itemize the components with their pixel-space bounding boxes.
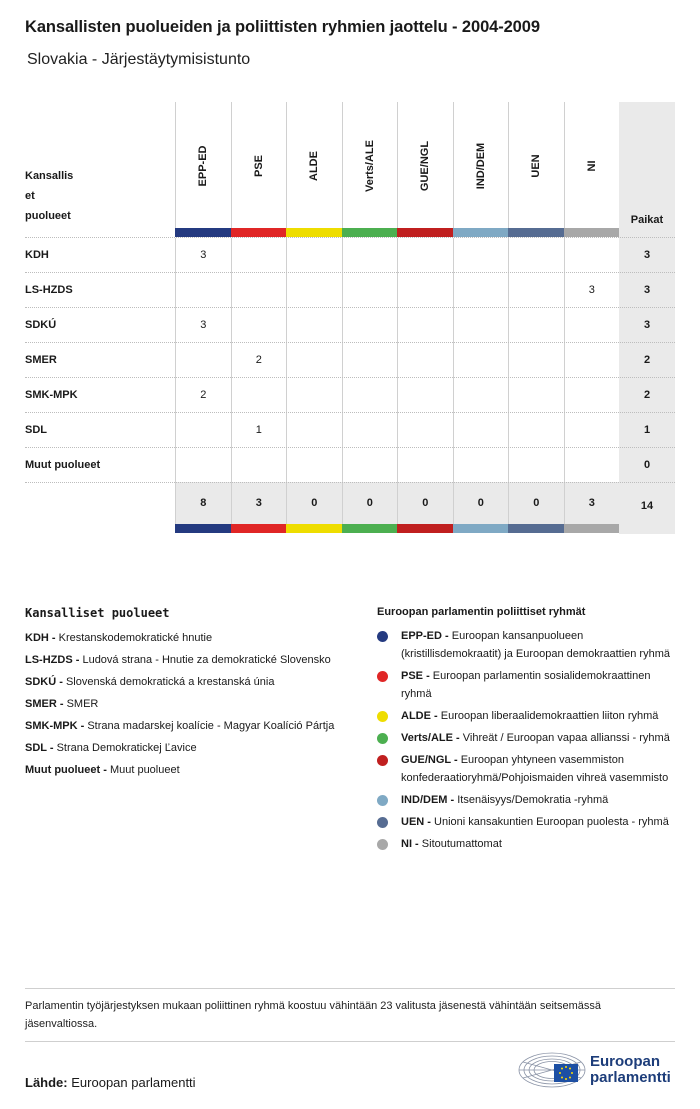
legend-item — [25, 761, 335, 779]
legend-abbr: SMER - — [25, 698, 64, 710]
group-total-cell: 0 — [342, 482, 398, 524]
seat-count-cell — [231, 273, 287, 308]
legend-abbr: Verts/ALE - — [401, 732, 460, 744]
group-column-header — [175, 102, 231, 228]
party-name: Muut puolueet — [25, 459, 101, 471]
legend-name: Ludová strana - Hnutie za demokratické Slovensko — [82, 654, 331, 666]
party-total-seats: 2 — [643, 389, 651, 401]
party-total-seats: 2 — [643, 354, 651, 366]
group-color-bar — [175, 524, 231, 533]
legend-name: Slovenská demokratická a krestanská únia — [65, 676, 275, 688]
seat-count-cell — [564, 413, 620, 448]
seat-count-cell — [564, 378, 620, 413]
legend-item — [377, 707, 675, 725]
logo-text: Euroopan parlamentti — [590, 1053, 671, 1086]
table-row — [25, 342, 675, 377]
seat-count-cell — [231, 308, 287, 343]
seat-count-cell — [175, 413, 231, 448]
group-color-bar — [564, 228, 620, 237]
seat-count-cell — [286, 273, 342, 308]
legend-item — [25, 717, 335, 735]
seats-column-header: Paikat — [630, 214, 664, 226]
group-label: PSE — [252, 154, 265, 178]
group-color-bar — [508, 228, 564, 237]
legend-item — [25, 629, 335, 647]
group-label: NI — [585, 160, 598, 172]
party-name: SMER — [25, 354, 57, 366]
seat-count-cell — [508, 238, 564, 273]
group-label: IND/DEM — [474, 142, 487, 190]
color-dot-icon — [377, 631, 388, 642]
seat-count-cell — [564, 343, 620, 378]
group-total-cell: 8 — [175, 482, 231, 524]
national-parties-legend — [25, 606, 335, 783]
group-column-header — [508, 102, 564, 228]
page-subtitle: Slovakia - Järjestäytymisistunto — [27, 51, 251, 68]
legend-abbr: SDL - — [25, 742, 54, 754]
group-total-cell: 0 — [453, 482, 509, 524]
seat-count-cell — [397, 238, 453, 273]
legend-item — [377, 791, 675, 809]
seat-count-cell — [397, 343, 453, 378]
seat-count-cell — [508, 448, 564, 483]
party-total-seats: 3 — [643, 319, 651, 331]
seat-count-cell — [231, 238, 287, 273]
legend-abbr: SDKÚ - — [25, 676, 63, 688]
seat-count-cell — [508, 413, 564, 448]
seat-count-cell — [397, 378, 453, 413]
group-column-header — [397, 102, 453, 228]
legend-abbr: IND/DEM - — [401, 794, 455, 806]
legend-abbr: Muut puolueet - — [25, 764, 107, 776]
group-label: UEN — [530, 154, 543, 178]
seat-count-cell: 2 — [231, 343, 287, 378]
table-row — [25, 447, 675, 482]
legend-abbr: UEN - — [401, 816, 431, 828]
national-legend-title: Kansalliset puolueet — [25, 606, 170, 620]
table-row — [25, 272, 675, 307]
legend-abbr: GUE/NGL - — [401, 754, 458, 766]
group-column-header — [564, 102, 620, 228]
table-row — [25, 307, 675, 342]
party-total-seats: 0 — [643, 459, 651, 471]
seat-count-cell — [453, 238, 509, 273]
legend-item — [377, 813, 675, 831]
legend-abbr: NI - — [401, 838, 419, 850]
seat-count-cell — [286, 378, 342, 413]
party-total-seats: 3 — [643, 284, 651, 296]
groups-legend-title: Euroopan parlamentin poliittiset ryhmät — [377, 606, 586, 618]
group-color-bar — [508, 524, 564, 533]
seat-count-cell — [286, 238, 342, 273]
party-name: SDKÚ — [25, 319, 57, 331]
seat-count-cell — [342, 378, 398, 413]
seat-count-cell — [508, 343, 564, 378]
group-color-bar — [175, 228, 231, 237]
seat-count-cell — [175, 343, 231, 378]
political-groups-legend — [377, 606, 675, 857]
seat-count-cell — [231, 448, 287, 483]
seat-count-cell — [342, 238, 398, 273]
seat-distribution-table — [25, 102, 675, 534]
color-dot-icon — [377, 755, 388, 766]
group-color-bar — [286, 524, 342, 533]
group-total-cell: 0 — [397, 482, 453, 524]
seat-count-cell: 1 — [231, 413, 287, 448]
party-name: SMK-MPK — [25, 389, 78, 401]
group-color-bar — [397, 524, 453, 533]
divider — [25, 1041, 675, 1042]
group-color-bar — [453, 524, 509, 533]
party-name: KDH — [25, 249, 49, 261]
seat-count-cell — [397, 273, 453, 308]
european-parliament-logo — [517, 1048, 677, 1092]
group-label: GUE/NGL — [419, 140, 432, 192]
group-column-header — [342, 102, 398, 228]
seat-count-cell — [342, 273, 398, 308]
seat-count-cell — [286, 413, 342, 448]
seat-count-cell — [286, 308, 342, 343]
color-dot-icon — [377, 839, 388, 850]
group-color-bar — [231, 228, 287, 237]
seat-count-cell: 3 — [175, 238, 231, 273]
seat-count-cell — [175, 448, 231, 483]
group-color-bar — [342, 524, 398, 533]
grand-total: 14 — [640, 500, 654, 512]
seat-count-cell — [508, 378, 564, 413]
group-color-bar — [397, 228, 453, 237]
seat-count-cell — [342, 308, 398, 343]
color-dot-icon — [377, 817, 388, 828]
party-total-seats: 1 — [643, 424, 651, 436]
color-dot-icon — [377, 671, 388, 682]
legend-name: Krestanskodemokratické hnutie — [58, 632, 213, 644]
party-name: LS-HZDS — [25, 284, 73, 296]
legend-item — [377, 729, 675, 747]
legend-item — [25, 673, 335, 691]
legend-name: Euroopan liberaalidemokraattien liiton ryhmä — [440, 710, 659, 722]
legend-item — [377, 751, 675, 787]
table-row — [25, 377, 675, 412]
group-color-bar — [564, 524, 620, 533]
legend-name: Itsenäisyys/Demokratia -ryhmä — [457, 794, 609, 806]
divider — [25, 988, 675, 989]
legend-abbr: LS-HZDS - — [25, 654, 80, 666]
group-total-cell: 3 — [231, 482, 287, 524]
seat-count-cell — [453, 308, 509, 343]
seat-count-cell — [564, 308, 620, 343]
group-total-cell: 0 — [508, 482, 564, 524]
seat-count-cell: 2 — [175, 378, 231, 413]
color-dot-icon — [377, 711, 388, 722]
legend-name: SMER — [66, 698, 99, 710]
page-title: Kansallisten puolueiden ja poliittisten ryhmien jaottelu - 2004-2009 — [25, 18, 540, 36]
group-total-cell: 0 — [286, 482, 342, 524]
legend-name: Euroopan yhtyneen vasemmiston konfederaatioryhmä/Pohjoismaiden vihreä vasemmisto — [401, 754, 669, 784]
legend-name: Euroopan kansanpuolueen (kristillisdemokraatit) ja Euroopan demokraattien ryhmä — [401, 630, 670, 660]
seat-count-cell — [397, 448, 453, 483]
seat-count-cell — [342, 448, 398, 483]
legend-name: Sitoutumattomat — [421, 838, 502, 850]
seat-count-cell: 3 — [564, 273, 620, 308]
legend-name: Euroopan parlamentin sosialidemokraattinen ryhmä — [401, 670, 651, 700]
footnote: Parlamentin työjärjestyksen mukaan poliittinen ryhmä koostuu vähintään 23 valitusta jäsenestä vähintään seitsemässä jäsenvaltiossa. — [25, 1000, 601, 1030]
seat-count-cell — [508, 273, 564, 308]
seat-count-cell — [453, 448, 509, 483]
legend-name: Unioni kansakuntien Euroopan puolesta - ryhmä — [434, 816, 669, 828]
group-color-bar — [453, 228, 509, 237]
seat-count-cell — [453, 413, 509, 448]
party-name: SDL — [25, 424, 47, 436]
source-value: Euroopan parlamentti — [71, 1075, 196, 1090]
legend-item — [25, 695, 335, 713]
legend-name: Strana madarskej koalície - Magyar Koalíció Pártja — [87, 720, 335, 732]
seat-count-cell — [453, 378, 509, 413]
table-divider — [25, 482, 675, 483]
legend-name: Strana Demokratickej Ľavice — [56, 742, 197, 754]
seat-count-cell — [508, 308, 564, 343]
group-column-header — [231, 102, 287, 228]
seat-count-cell — [342, 413, 398, 448]
legend-abbr: SMK-MPK - — [25, 720, 85, 732]
legend-abbr: PSE - — [401, 670, 430, 682]
seat-count-cell — [286, 343, 342, 378]
legend-name: Vihreät / Euroopan vapaa allianssi - ryhmä — [462, 732, 670, 744]
seat-count-cell — [453, 343, 509, 378]
party-column-header: Kansallis et puolueet — [25, 170, 74, 222]
legend-abbr: KDH - — [25, 632, 56, 644]
seat-count-cell — [286, 448, 342, 483]
color-dot-icon — [377, 733, 388, 744]
group-color-bar — [286, 228, 342, 237]
seat-count-cell — [397, 413, 453, 448]
group-color-bar — [342, 228, 398, 237]
source-label: Lähde: — [25, 1075, 68, 1090]
legend-abbr: EPP-ED - — [401, 630, 449, 642]
group-column-header — [286, 102, 342, 228]
group-label: ALDE — [308, 151, 321, 181]
color-dot-icon — [377, 795, 388, 806]
table-row — [25, 412, 675, 447]
seat-count-cell — [564, 448, 620, 483]
group-color-bar — [231, 524, 287, 533]
seat-count-cell — [397, 308, 453, 343]
legend-item — [377, 627, 675, 663]
group-total-cell: 3 — [564, 482, 620, 524]
seat-count-cell — [231, 378, 287, 413]
parliament-hemicycle-icon — [517, 1048, 587, 1092]
group-column-header — [453, 102, 509, 228]
seat-count-cell — [175, 273, 231, 308]
legend-item — [377, 835, 675, 853]
legend-item — [25, 739, 335, 757]
table-row — [25, 237, 675, 272]
seat-count-cell — [564, 238, 620, 273]
legend-item — [25, 651, 335, 669]
seat-count-cell: 3 — [175, 308, 231, 343]
group-label: EPP-ED — [197, 145, 210, 187]
legend-abbr: ALDE - — [401, 710, 438, 722]
party-total-seats: 3 — [643, 249, 651, 261]
legend-item — [377, 667, 675, 703]
legend-name: Muut puolueet — [109, 764, 180, 776]
seat-count-cell — [342, 343, 398, 378]
group-label: Verts/ALE — [363, 140, 376, 192]
source-line — [25, 1075, 196, 1090]
seat-count-cell — [453, 273, 509, 308]
